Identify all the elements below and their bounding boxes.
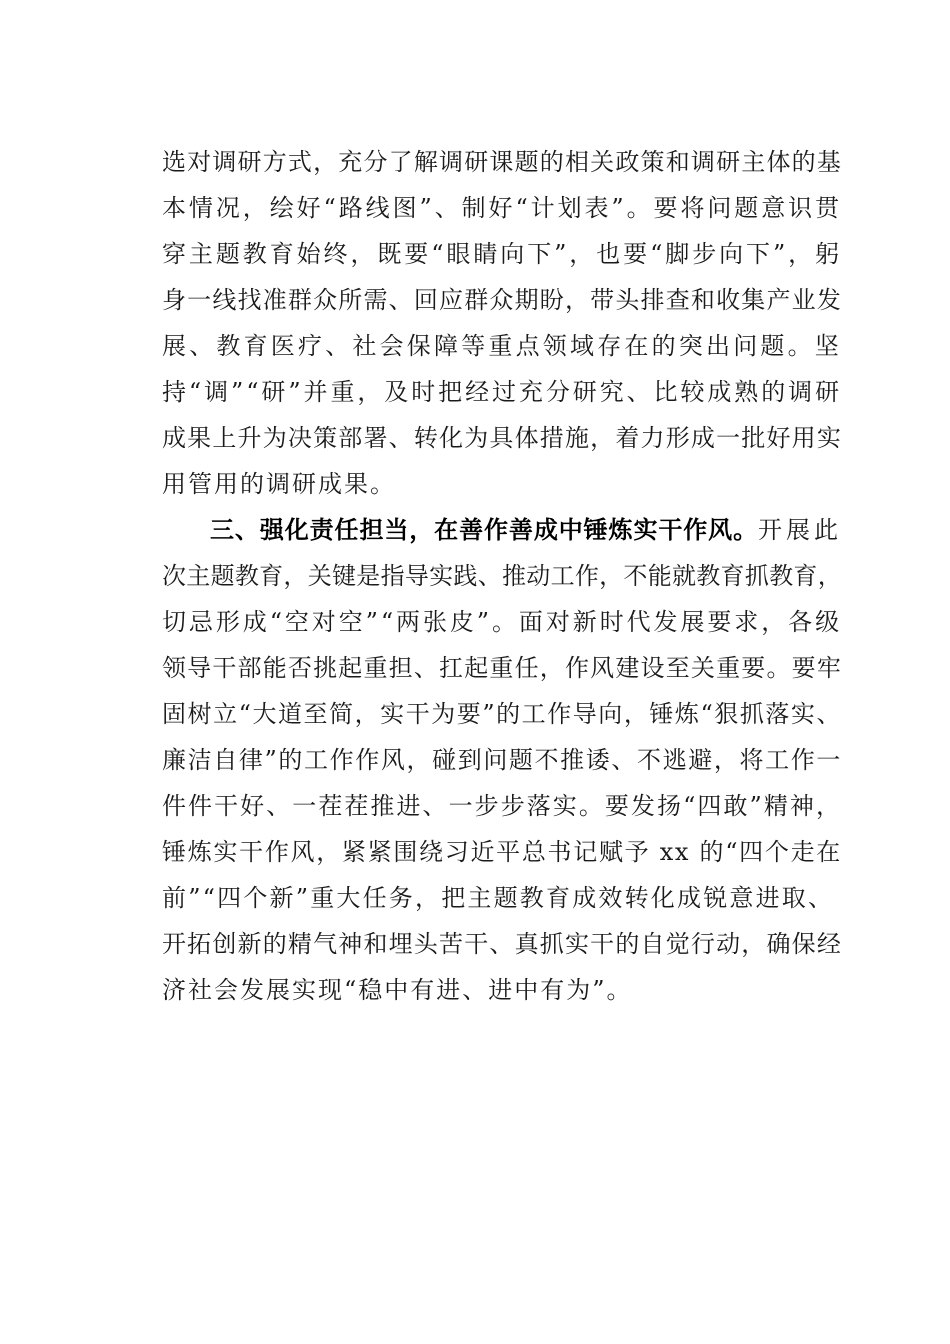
text-line: 切忌形成“空对空”“两张皮”。面对新时代发展要求，各级 <box>162 608 842 636</box>
text-line: 展、教育医疗、社会保障等重点领域存在的突出问题。坚 <box>162 332 842 360</box>
paragraph-2-line-9 <box>162 878 834 918</box>
paragraph-1-line-6 <box>162 372 842 412</box>
text-line: 锤炼实干作风，紧紧围绕习近平总书记赋予 xx 的“四个走在 <box>162 838 842 866</box>
text-line: 用管用的调研成果。 <box>162 470 396 498</box>
paragraph-2-line-1 <box>162 510 842 550</box>
text-line: 本情况，绘好“路线图”、制好“计划表”。要将问题意识贯 <box>162 194 842 222</box>
text-line: 开拓创新的精气神和埋头苦干、真抓实干的自觉行动，确保经 <box>162 930 842 958</box>
text-line: 固树立“大道至简，实干为要”的工作导向，锤炼“狠抓落实、 <box>162 700 842 728</box>
text-line: 开展此 <box>758 516 842 544</box>
paragraph-2-line-5 <box>162 694 842 734</box>
paragraph-2-line-10 <box>162 924 842 964</box>
section-heading: 三、强化责任担当，在善作善成中锤炼实干作风。 <box>210 516 758 544</box>
text-line: 身一线找准群众所需、回应群众期盼，带头排查和收集产业发 <box>162 286 842 314</box>
paragraph-1-line-5 <box>162 326 842 366</box>
text-line: 廉洁自律”的工作作风，碰到问题不推诿、不逃避，将工作一 <box>162 746 842 774</box>
text-line: 次主题教育，关键是指导实践、推动工作，不能就教育抓教育， <box>162 562 842 590</box>
paragraph-1-line-2 <box>162 188 842 228</box>
paragraph-1-line-4 <box>162 280 842 320</box>
paragraph-1-line-3 <box>162 234 842 274</box>
paragraph-1-line-1 <box>162 142 842 182</box>
text-line: 穿主题教育始终，既要“眼睛向下”，也要“脚步向下”，躬 <box>162 240 842 268</box>
text-line: 前”“四个新”重大任务，把主题教育成效转化成锐意进取、 <box>162 884 835 912</box>
text-line: 持“调”“研”并重，及时把经过充分研究、比较成熟的调研 <box>162 378 842 406</box>
paragraph-2-line-8 <box>162 832 842 872</box>
paragraph-1-line-8 <box>162 464 396 504</box>
paragraph-2-line-3 <box>162 602 842 642</box>
text-line: 件件干好、一茬茬推进、一步步落实。要发扬“四敢”精神， <box>162 792 842 820</box>
text-line: 济社会发展实现“稳中有进、进中有为”。 <box>162 976 633 1004</box>
paragraph-2-line-2 <box>162 556 842 596</box>
paragraph-2-line-11 <box>162 970 633 1010</box>
paragraph-2-line-6 <box>162 740 842 780</box>
text-line: 选对调研方式，充分了解调研课题的相关政策和调研主体的基 <box>162 148 842 176</box>
paragraph-2-line-7 <box>162 786 842 826</box>
paragraph-1-line-7 <box>162 418 842 458</box>
paragraph-2-line-4 <box>162 648 842 688</box>
text-line: 成果上升为决策部署、转化为具体措施，着力形成一批好用实 <box>162 424 842 452</box>
text-line: 领导干部能否挑起重担、扛起重任，作风建设至关重要。要牢 <box>162 654 842 682</box>
